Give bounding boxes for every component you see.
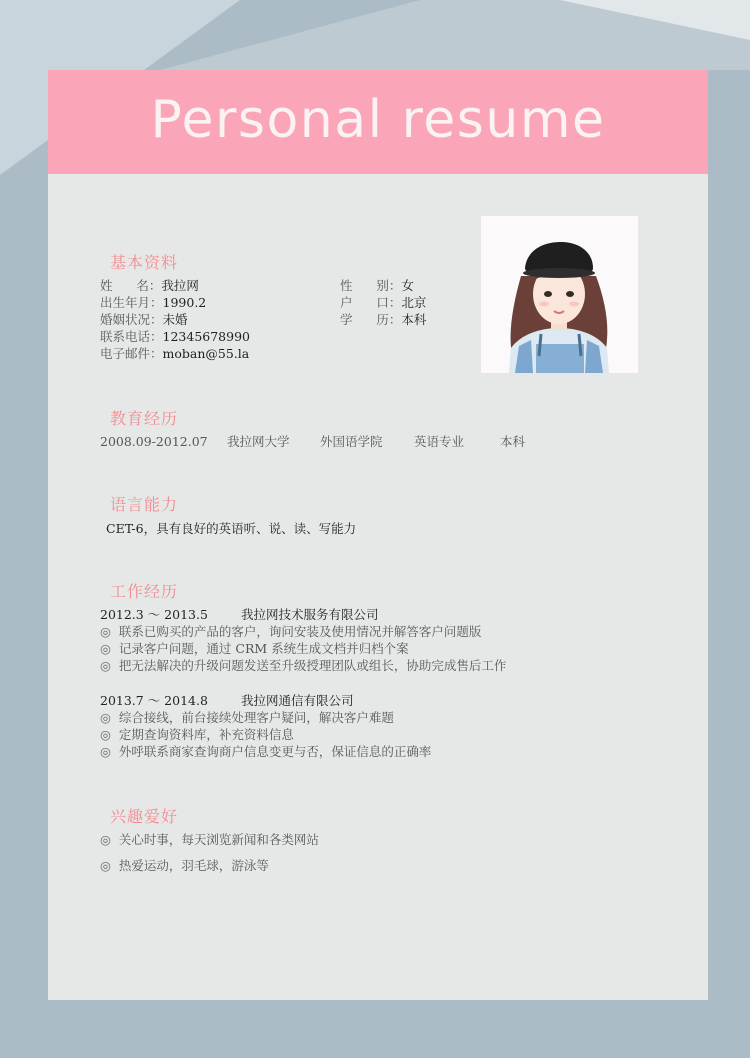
email-row: [100, 345, 249, 362]
degree-label: 学 历：: [340, 312, 402, 327]
section-title-work: 工作经历: [110, 582, 179, 601]
job-duty: [100, 623, 481, 640]
profile-photo: [481, 216, 638, 373]
job-duty-text: 综合接线，前台接续处理客户疑问，解决客户难题: [118, 710, 394, 725]
birth-value: 1990.2: [162, 295, 207, 310]
job-period: 2012.3 ～ 2013.5: [100, 607, 208, 622]
page-title: Personal resume: [150, 90, 606, 150]
hukou-value: 北京: [401, 295, 427, 310]
job-duty: [100, 640, 409, 657]
degree-row: [340, 311, 426, 328]
bullet-icon: ◎: [100, 641, 111, 656]
name-value: 我拉网: [161, 278, 199, 293]
bullet-icon: ◎: [100, 727, 111, 742]
hobby-item: [100, 857, 269, 874]
bullet-icon: ◎: [100, 658, 111, 673]
job-duty-text: 联系已购买的产品的客户，询问安装及使用情况并解答客户问题版: [118, 624, 482, 639]
gender-label: 性 别：: [340, 278, 402, 293]
section-title-language: 语言能力: [110, 495, 179, 514]
job-company: 我拉网通信有限公司: [241, 693, 354, 708]
resume-sheet: [48, 70, 708, 1000]
job-duty: [100, 709, 394, 726]
marital-label: 婚姻状况：: [100, 312, 163, 327]
job-duty: [100, 726, 294, 743]
education-school: 我拉网大学: [227, 434, 290, 449]
hobby-text: 关心时事，每天浏览新闻和各类网站: [118, 832, 319, 847]
birth-label: 出生年月：: [100, 295, 163, 310]
job-duty-text: 外呼联系商家查询商户信息变更与否，保证信息的正确率: [118, 744, 432, 759]
section-title-education: 教育经历: [110, 409, 179, 428]
bullet-icon: ◎: [100, 858, 111, 873]
gender-value: 女: [401, 278, 414, 293]
education-college: 外国语学院: [320, 434, 383, 449]
header-banner: [48, 70, 708, 174]
avatar-illustration-icon: [481, 216, 638, 373]
name-label: 姓 名：: [100, 278, 162, 293]
section-title-hobbies: 兴趣爱好: [110, 807, 179, 826]
job-duty: [100, 743, 431, 760]
education-period: 2008.09-2012.07: [100, 434, 208, 449]
hukou-row: [340, 294, 426, 311]
job-duty: [100, 657, 506, 674]
gender-row: [340, 277, 414, 294]
bullet-icon: ◎: [100, 624, 111, 639]
phone-row: [100, 328, 250, 345]
email-label: 电子邮件：: [100, 346, 163, 361]
bullet-icon: ◎: [100, 744, 111, 759]
bullet-icon: ◎: [100, 832, 111, 847]
degree-value: 本科: [401, 312, 427, 327]
job-duty-text: 把无法解决的升级问题发送至升级授理团队或组长，协助完成售后工作: [118, 658, 507, 673]
hukou-label: 户 口：: [340, 295, 402, 310]
bullet-icon: ◎: [100, 710, 111, 725]
marital-value: 未婚: [162, 312, 188, 327]
education-level: 本科: [500, 434, 526, 449]
phone-label: 联系电话：: [100, 329, 163, 344]
job-duty-text: 定期查询资料库，补充资料信息: [118, 727, 294, 742]
language-text: CET-6，具有良好的英语听、说、读、写能力: [106, 521, 357, 536]
name-row: [100, 277, 199, 294]
marital-row: [100, 311, 188, 328]
job-company: 我拉网技术服务有限公司: [241, 607, 379, 622]
hobby-item: [100, 831, 319, 848]
email-value: moban@55.la: [162, 346, 250, 361]
section-title-basic: 基本资料: [110, 253, 179, 272]
education-major: 英语专业: [414, 434, 465, 449]
phone-value: 12345678990: [162, 329, 250, 344]
job-period: 2013.7 ～ 2014.8: [100, 693, 208, 708]
hobby-text: 热爱运动，羽毛球，游泳等: [118, 858, 269, 873]
birth-row: [100, 294, 206, 311]
job-duty-text: 记录客户问题，通过 CRM 系统生成文档并归档个案: [118, 641, 409, 656]
